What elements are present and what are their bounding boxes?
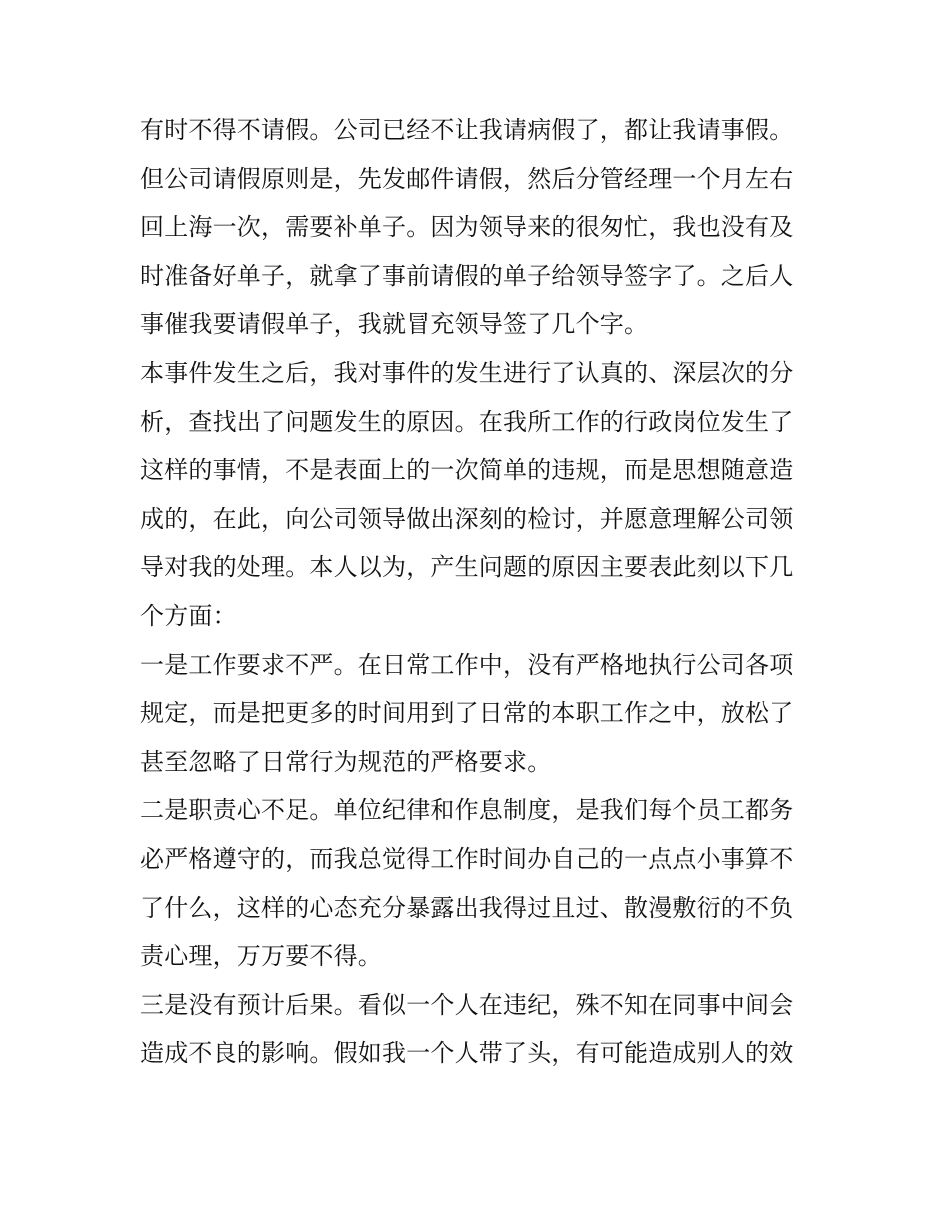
- text-line: 甚至忽略了日常行为规范的严格要求。: [140, 747, 552, 776]
- text-line: 回上海一次，需要补单子。因为领导来的很匆忙，我也没有及: [140, 213, 794, 242]
- text-line: 个方面：: [140, 601, 237, 630]
- text-line: 造成不良的影响。假如我一个人带了头，有可能造成别人的效: [140, 1039, 794, 1068]
- text-line: 三是没有预计后果。看似一个人在违纪，殊不知在同事中间会: [140, 990, 794, 1019]
- text-line: 析，查找出了问题发生的原因。在我所工作的行政岗位发生了: [140, 407, 794, 436]
- text-line: 了什么，这样的心态充分暴露出我得过且过、散漫敷衍的不负: [140, 893, 794, 922]
- text-line: 必严格遵守的，而我总觉得工作时间办自己的一点点小事算不: [140, 844, 794, 873]
- text-line: 成的，在此，向公司领导做出深刻的检讨，并愿意理解公司领: [140, 504, 794, 533]
- text-line: 时准备好单子，就拿了事前请假的单子给领导签字了。之后人: [140, 261, 794, 290]
- text-line: 一是工作要求不严。在日常工作中，没有严格地执行公司各项: [140, 650, 794, 679]
- text-line: 这样的事情，不是表面上的一次简单的违规，而是思想随意造: [140, 456, 794, 485]
- text-line: 有时不得不请假。公司已经不让我请病假了，都让我请事假。: [140, 116, 794, 144]
- document-body: [140, 106, 812, 1078]
- text-line: 但公司请假原则是，先发邮件请假，然后分管经理一个月左右: [140, 164, 794, 193]
- text-line: 本事件发生之后，我对事件的发生进行了认真的、深层次的分: [140, 358, 794, 387]
- text-line: 导对我的处理。本人以为，产生问题的原因主要表此刻以下几: [140, 553, 794, 582]
- text-line: 事催我要请假单子，我就冒充领导签了几个字。: [140, 310, 649, 339]
- text-line: 规定，而是把更多的时间用到了日常的本职工作之中，放松了: [140, 699, 794, 728]
- text-line: 责心理，万万要不得。: [140, 942, 382, 971]
- text-line: 二是职责心不足。单位纪律和作息制度，是我们每个员工都务: [140, 796, 794, 825]
